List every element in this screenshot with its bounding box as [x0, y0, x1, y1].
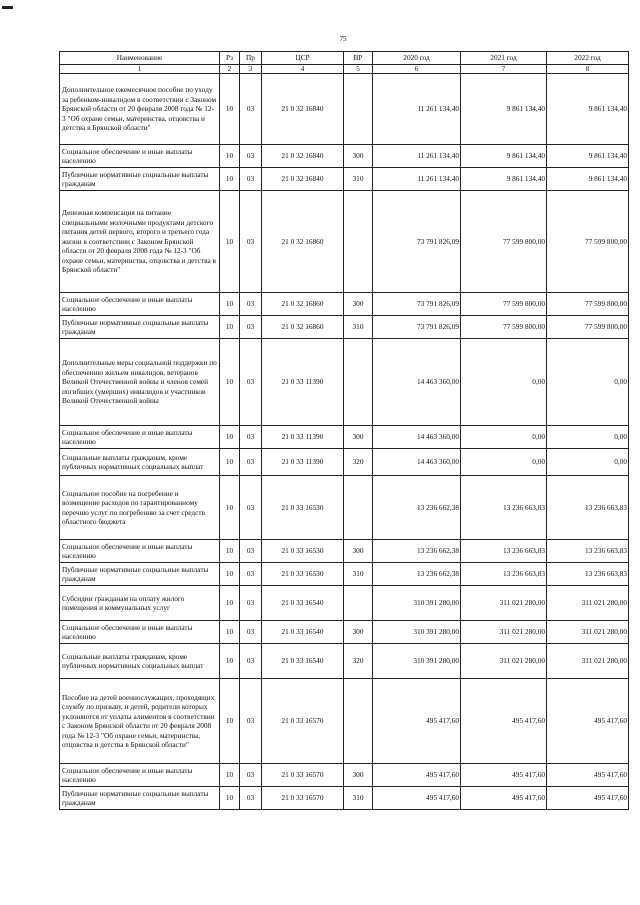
row-name: Социальные выплаты гражданам, кроме публичных нормативных социальных выплат — [60, 644, 220, 679]
row-value-2022: 9 861 134,40 — [547, 168, 629, 191]
row-name: Субсидии гражданам на оплату жилого помещения и коммунальных услуг — [60, 586, 220, 621]
row-csr: 21 0 33 11390 — [262, 339, 344, 426]
table-row — [60, 476, 629, 540]
table-row — [60, 339, 629, 426]
row-rz: 10 — [220, 540, 240, 563]
row-value-2021: 13 236 663,83 — [461, 563, 547, 586]
table-row — [60, 644, 629, 679]
table-row — [60, 426, 629, 449]
row-value-2020: 73 791 826,09 — [373, 191, 461, 293]
row-rz: 10 — [220, 426, 240, 449]
row-pr: 03 — [240, 191, 262, 293]
row-rz: 10 — [220, 476, 240, 540]
row-rz: 10 — [220, 644, 240, 679]
row-vr: 320 — [344, 644, 373, 679]
row-value-2022: 13 236 663,83 — [547, 540, 629, 563]
table-row — [60, 621, 629, 644]
row-value-2022: 0,00 — [547, 449, 629, 476]
row-value-2022: 495 417,60 — [547, 679, 629, 764]
row-value-2021: 495 417,60 — [461, 679, 547, 764]
row-name: Денежная компенсация на питание специальными молочными продуктами детского питания детей первого, второго и третьего года жизни в соответствии с Законом Брянской области от 20 февраля 2008 года № 12-3 "Об охране семьи, материнства, отцовства и детства в Брянской области" — [60, 191, 220, 293]
row-name: Публичные нормативные социальные выплаты гражданам — [60, 563, 220, 586]
row-vr — [344, 679, 373, 764]
column-number: 8 — [547, 65, 629, 74]
row-pr: 03 — [240, 74, 262, 145]
row-value-2021: 0,00 — [461, 339, 547, 426]
row-name: Публичные нормативные социальные выплаты гражданам — [60, 316, 220, 339]
header-csr: ЦСР — [262, 52, 344, 65]
row-name: Социальное обеспечение и иные выплаты населению — [60, 540, 220, 563]
row-value-2020: 14 463 360,00 — [373, 426, 461, 449]
row-vr: 320 — [344, 449, 373, 476]
row-value-2020: 73 791 826,09 — [373, 293, 461, 316]
row-pr: 03 — [240, 540, 262, 563]
row-csr: 21 0 33 16570 — [262, 679, 344, 764]
row-vr: 300 — [344, 426, 373, 449]
table-row — [60, 293, 629, 316]
row-value-2022: 9 861 134,40 — [547, 74, 629, 145]
row-pr: 03 — [240, 764, 262, 787]
row-value-2021: 77 599 800,00 — [461, 316, 547, 339]
row-value-2021: 0,00 — [461, 426, 547, 449]
row-csr: 21 0 33 16540 — [262, 586, 344, 621]
header-row — [60, 52, 629, 65]
row-value-2022: 77 599 800,00 — [547, 293, 629, 316]
row-value-2021: 311 021 280,00 — [461, 621, 547, 644]
row-value-2021: 9 861 134,40 — [461, 168, 547, 191]
row-rz: 10 — [220, 787, 240, 810]
row-value-2020: 495 417,60 — [373, 764, 461, 787]
row-value-2020: 310 391 280,00 — [373, 644, 461, 679]
table-row — [60, 449, 629, 476]
row-csr: 21 0 33 16540 — [262, 621, 344, 644]
row-name: Дополнительные меры социальной поддержки по обеспечению жильем инвалидов, ветеранов Великой Отечественной войны и членов семей погибших (умерших) инвалидов и участников Великой Отечественной войны — [60, 339, 220, 426]
row-vr — [344, 74, 373, 145]
row-rz: 10 — [220, 293, 240, 316]
row-pr: 03 — [240, 339, 262, 426]
row-vr: 310 — [344, 787, 373, 810]
row-csr: 21 0 33 16530 — [262, 540, 344, 563]
row-pr: 03 — [240, 621, 262, 644]
row-name: Социальное обеспечение и иные выплаты населению — [60, 426, 220, 449]
row-rz: 10 — [220, 339, 240, 426]
header-vr: ВР — [344, 52, 373, 65]
row-value-2020: 310 391 280,00 — [373, 621, 461, 644]
row-value-2020: 13 236 662,38 — [373, 476, 461, 540]
column-number: 2 — [220, 65, 240, 74]
table-row — [60, 168, 629, 191]
row-csr: 21 0 32 16840 — [262, 145, 344, 168]
row-value-2020: 14 463 360,00 — [373, 339, 461, 426]
row-vr — [344, 339, 373, 426]
table-row — [60, 316, 629, 339]
row-csr: 21 0 33 16530 — [262, 476, 344, 540]
row-value-2021: 13 236 663,83 — [461, 476, 547, 540]
row-pr: 03 — [240, 449, 262, 476]
row-csr: 21 0 32 16840 — [262, 74, 344, 145]
column-number-row — [60, 65, 629, 74]
table-row — [60, 563, 629, 586]
row-value-2022: 311 021 280,00 — [547, 621, 629, 644]
header-rz: Рз — [220, 52, 240, 65]
row-value-2020: 73 791 826,09 — [373, 316, 461, 339]
row-csr: 21 0 32 16860 — [262, 316, 344, 339]
row-vr: 300 — [344, 540, 373, 563]
row-value-2021: 9 861 134,40 — [461, 145, 547, 168]
table-row — [60, 191, 629, 293]
row-csr: 21 0 33 16570 — [262, 787, 344, 810]
column-number: 7 — [461, 65, 547, 74]
row-pr: 03 — [240, 145, 262, 168]
row-csr: 21 0 33 16570 — [262, 764, 344, 787]
row-rz: 10 — [220, 586, 240, 621]
row-value-2020: 11 261 134,40 — [373, 168, 461, 191]
row-csr: 21 0 32 16860 — [262, 293, 344, 316]
row-value-2020: 13 236 662,38 — [373, 540, 461, 563]
row-pr: 03 — [240, 316, 262, 339]
column-number: 5 — [344, 65, 373, 74]
row-value-2021: 77 599 800,00 — [461, 191, 547, 293]
row-vr: 310 — [344, 316, 373, 339]
row-name: Пособие на детей военнослужащих, проходящих службу по призыву, и детей, родители которых уклоняются от уплаты алиментов в соответствии с Законом Брянской области от 20 февраля 2008 года № 12-3 "Об охране семьи, материнства, отцовства и детства в Брянской области" — [60, 679, 220, 764]
row-value-2022: 13 236 663,83 — [547, 563, 629, 586]
row-rz: 10 — [220, 764, 240, 787]
row-pr: 03 — [240, 476, 262, 540]
row-rz: 10 — [220, 679, 240, 764]
row-value-2022: 9 861 134,40 — [547, 145, 629, 168]
row-value-2022: 311 021 280,00 — [547, 586, 629, 621]
row-vr: 310 — [344, 563, 373, 586]
row-vr: 300 — [344, 621, 373, 644]
row-name: Публичные нормативные социальные выплаты гражданам — [60, 787, 220, 810]
row-value-2020: 495 417,60 — [373, 679, 461, 764]
row-name: Социальное обеспечение и иные выплаты населению — [60, 621, 220, 644]
row-csr: 21 0 32 16860 — [262, 191, 344, 293]
row-value-2021: 495 417,60 — [461, 764, 547, 787]
row-name: Социальное обеспечение и иные выплаты населению — [60, 293, 220, 316]
row-vr — [344, 476, 373, 540]
row-pr: 03 — [240, 787, 262, 810]
row-pr: 03 — [240, 168, 262, 191]
row-value-2022: 77 599 800,00 — [547, 191, 629, 293]
row-value-2021: 0,00 — [461, 449, 547, 476]
row-value-2021: 77 599 800,00 — [461, 293, 547, 316]
row-value-2022: 77 599 800,00 — [547, 316, 629, 339]
row-value-2022: 0,00 — [547, 339, 629, 426]
header-2020: 2020 год — [373, 52, 461, 65]
row-name: Дополнительное ежемесячное пособие по уходу за ребенком-инвалидом в соответствии с Законом Брянской области от 20 февраля 2008 года № 12-3 "Об охране семьи, материнства, отцовства и детства в Брянской области" — [60, 74, 220, 145]
budget-table — [59, 51, 629, 810]
column-number: 3 — [240, 65, 262, 74]
row-rz: 10 — [220, 316, 240, 339]
row-vr: 310 — [344, 168, 373, 191]
row-pr: 03 — [240, 563, 262, 586]
row-pr: 03 — [240, 644, 262, 679]
row-rz: 10 — [220, 563, 240, 586]
row-rz: 10 — [220, 168, 240, 191]
row-vr: 300 — [344, 293, 373, 316]
row-value-2021: 495 417,60 — [461, 787, 547, 810]
row-csr: 21 0 33 16530 — [262, 563, 344, 586]
row-pr: 03 — [240, 586, 262, 621]
row-vr — [344, 191, 373, 293]
table-row — [60, 787, 629, 810]
row-rz: 10 — [220, 449, 240, 476]
row-name: Социальное обеспечение и иные выплаты населению — [60, 145, 220, 168]
row-name: Социальное обеспечение и иные выплаты населению — [60, 764, 220, 787]
row-pr: 03 — [240, 679, 262, 764]
row-value-2022: 0,00 — [547, 426, 629, 449]
row-pr: 03 — [240, 426, 262, 449]
table-row — [60, 764, 629, 787]
row-value-2022: 311 021 280,00 — [547, 644, 629, 679]
row-value-2022: 495 417,60 — [547, 787, 629, 810]
row-name: Социальные выплаты гражданам, кроме публичных нормативных социальных выплат — [60, 449, 220, 476]
row-value-2021: 311 021 280,00 — [461, 586, 547, 621]
table-row — [60, 74, 629, 145]
row-csr: 21 0 32 16840 — [262, 168, 344, 191]
table-row — [60, 586, 629, 621]
row-rz: 10 — [220, 621, 240, 644]
row-pr: 03 — [240, 293, 262, 316]
row-vr: 300 — [344, 764, 373, 787]
table-body — [60, 74, 629, 810]
row-value-2022: 495 417,60 — [547, 764, 629, 787]
header-2022: 2022 год — [547, 52, 629, 65]
row-vr: 300 — [344, 145, 373, 168]
row-rz: 10 — [220, 191, 240, 293]
table-row — [60, 540, 629, 563]
row-rz: 10 — [220, 145, 240, 168]
header-2021: 2021 год — [461, 52, 547, 65]
column-number: 6 — [373, 65, 461, 74]
header-pr: Пр — [240, 52, 262, 65]
row-value-2021: 9 861 134,40 — [461, 74, 547, 145]
row-value-2020: 310 391 280,00 — [373, 586, 461, 621]
row-name: Публичные нормативные социальные выплаты гражданам — [60, 168, 220, 191]
table-row — [60, 145, 629, 168]
row-vr — [344, 586, 373, 621]
row-value-2021: 311 021 280,00 — [461, 644, 547, 679]
row-value-2021: 13 236 663,83 — [461, 540, 547, 563]
page-number: 75 — [339, 35, 347, 43]
header-name: Наименование — [60, 52, 220, 65]
row-value-2020: 14 463 360,00 — [373, 449, 461, 476]
row-csr: 21 0 33 11390 — [262, 426, 344, 449]
row-name: Социальное пособие на погребение и возмещение расходов по гарантированному перечню услуг по погребению за счет средств областного бюджета — [60, 476, 220, 540]
row-value-2020: 495 417,60 — [373, 787, 461, 810]
row-value-2020: 11 261 134,40 — [373, 74, 461, 145]
corner-mark — [2, 6, 13, 9]
row-value-2020: 13 236 662,38 — [373, 563, 461, 586]
row-value-2020: 11 261 134,40 — [373, 145, 461, 168]
row-value-2022: 13 236 663,83 — [547, 476, 629, 540]
row-csr: 21 0 33 16540 — [262, 644, 344, 679]
row-rz: 10 — [220, 74, 240, 145]
table-row — [60, 679, 629, 764]
row-csr: 21 0 33 11390 — [262, 449, 344, 476]
column-number: 4 — [262, 65, 344, 74]
column-number: 1 — [60, 65, 220, 74]
